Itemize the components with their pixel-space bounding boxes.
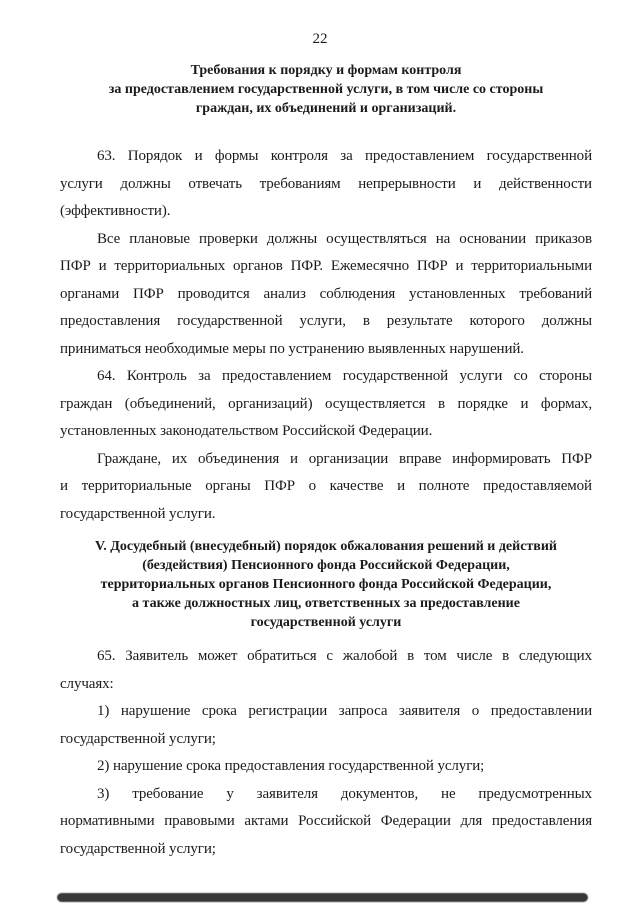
paragraph-65 [60,643,592,698]
text-line: государственной услуги. [60,505,216,522]
text-line: государственной услуги; [60,840,216,857]
paragraph-65-item-2 [60,753,592,781]
text-line: Требования к порядку и формам контроля [190,63,462,78]
paragraph-citizens-rights [60,446,592,529]
text-line: ПФР и территориальных органов ПФР. Ежемесячно ПФР и территориальными [60,258,592,274]
text-line: (бездействия) Пенсионного фонда Российской Федерации, [142,558,510,573]
document-body [0,61,640,863]
scan-edge-artifact [57,893,588,902]
paragraph-planned-checks [60,226,592,364]
paragraph-65-item-3 [60,781,592,864]
text-line: за предоставлением государственной услуги, в том числе со стороны [108,82,544,97]
text-line: 63. Порядок и формы контроля за предоставлением государственной [97,148,592,164]
paragraph-64 [60,363,592,446]
text-line: V. Досудебный (внесудебный) порядок обжалования решений и действий [94,539,557,554]
paragraph-65-item-1 [60,698,592,753]
paragraph-63 [60,143,592,226]
text-line: государственной услуги [250,615,402,630]
text-line: 2) нарушение срока предоставления государственной услуги; [97,758,485,774]
text-line: 64. Контроль за предоставлением государственной услуги со стороны [97,368,592,384]
text-line: установленных законодательством Российской Федерации. [60,423,433,439]
appeal-section-heading [56,537,596,632]
text-line: 1) нарушение срока регистрации запроса заявителя о предоставлении [97,703,592,719]
text-line: случаях: [60,675,114,692]
text-line: территориальных органов Пенсионного фонда Российской Федерации, [100,577,552,592]
text-line: Все плановые проверки должны осуществляться на основании приказов [97,230,592,247]
page-number: 22 [312,31,328,47]
text-line: граждан, их объединений и организаций. [195,101,457,116]
text-line: Граждане, их объединения и организации вправе информировать ПФР [97,450,592,467]
text-line: нормативными правовыми актами Российской Федерации для предоставления [60,813,592,829]
text-line: 65. Заявитель может обратиться с жалобой в том числе в следующих [97,648,592,664]
control-requirements-heading [56,61,596,118]
text-line: государственной услуги; [60,730,216,747]
text-line: услуги должны отвечать требованиям непрерывности и действенности [60,175,592,192]
text-line: граждан (объединений, организаций) осуществляется в порядке и формах, [60,395,592,412]
text-line: (эффективности). [60,203,171,219]
text-line: и территориальные органы ПФР о качестве и полноте предоставляемой [60,478,592,494]
text-line: органами ПФР проводится анализ соблюдения установленных требований [60,285,592,302]
text-line: 3) требование у заявителя документов, не предусмотренных [97,785,592,802]
text-line: а также должностных лиц, ответственных за предоставление [132,596,520,611]
text-line: предоставления государственной услуги, в результате которого должны [60,313,592,329]
text-line: приниматься необходимые меры по устранению выявленных нарушений. [60,340,524,357]
